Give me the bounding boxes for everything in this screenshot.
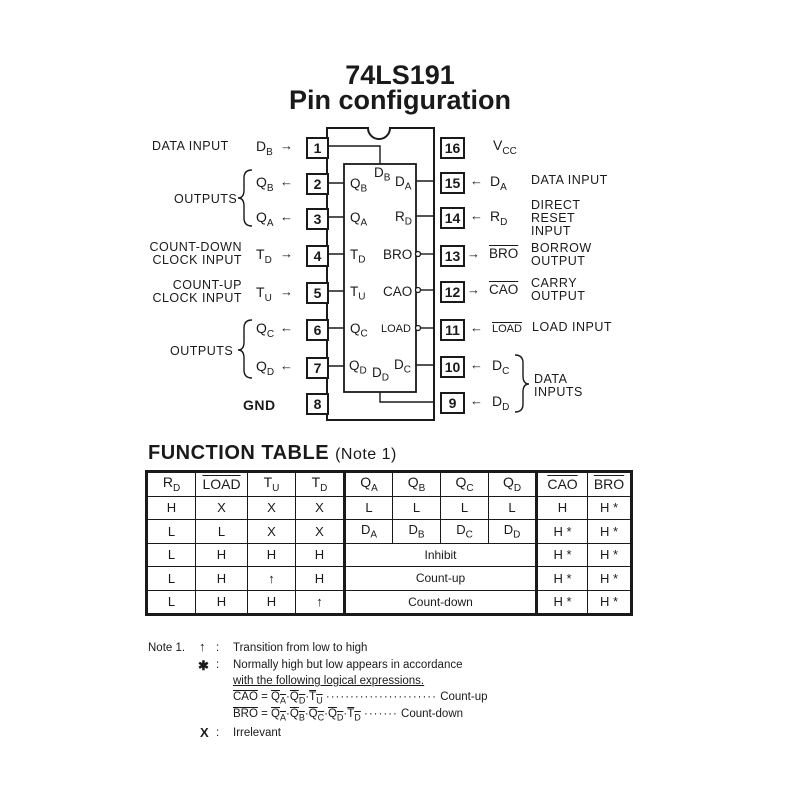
table-cell: L [147, 520, 196, 544]
table-cell: H * [537, 543, 588, 567]
table-cell: H * [588, 543, 632, 567]
bro-expression: $\overline{BRO} = Q_A\cdot Q_B\cdot Q_C\cdot Q_D\cdot T_D$ ······· Count-down [233, 708, 464, 723]
label-borrow-line2: OUTPUT [531, 254, 586, 268]
arrow-right-icon: → [467, 282, 480, 297]
inner-qc: $Q_C$ [350, 321, 368, 340]
header-bro: $\overline{BRO}$ [588, 472, 632, 497]
pin-14: 14 [440, 207, 465, 229]
table-cell: H [196, 543, 248, 567]
table-cell: H * [588, 520, 632, 544]
table-cell: X [196, 496, 248, 520]
table-cell: X [248, 520, 296, 544]
inner-qd: $Q_D$ [349, 358, 367, 377]
inner-rd: $R_D$ [395, 209, 412, 228]
pin-4: 4 [306, 245, 329, 267]
table-cell: H [248, 543, 296, 567]
table-cell: $D_C$ [441, 520, 489, 544]
pin-12: 12 [440, 281, 465, 303]
note-transition-text: Transition from low to high [233, 642, 368, 654]
right-signal-bro: $\overline{BRO}$ [489, 246, 519, 261]
left-signal-qd: $Q_D$ [256, 358, 275, 378]
arrow-left-icon: ← [470, 393, 483, 408]
function-table [145, 470, 633, 616]
table-cell: ↑ [248, 567, 296, 591]
label-gnd: GND [243, 397, 276, 413]
pin-1: 1 [306, 137, 329, 159]
table-cell: H * [537, 520, 588, 544]
header-tu: $T_U$ [248, 472, 296, 497]
right-signal-cao: $\overline{CAO}$ [489, 282, 519, 297]
note-colon: : [216, 659, 220, 671]
header-cao: $\overline{CAO}$ [537, 472, 588, 497]
table-cell: H [196, 590, 248, 615]
left-signal-qa: $Q_A$ [256, 209, 274, 229]
note-star-text-line2: with the following logical expressions. [233, 675, 425, 687]
header-rd: $R_D$ [147, 472, 196, 497]
arrow-left-icon: ← [470, 173, 483, 188]
pin-10: 10 [440, 356, 465, 378]
right-signal-da: $D_A$ [490, 173, 507, 193]
left-signal-qc: $Q_C$ [256, 320, 275, 340]
note-colon: : [216, 727, 220, 739]
table-cell: H [537, 496, 588, 520]
table-cell: H [296, 543, 345, 567]
pin-5: 5 [306, 282, 329, 304]
label-data-inputs-line2: INPUTS [534, 385, 583, 399]
inner-qa: $Q_A$ [350, 210, 368, 229]
pin-7: 7 [306, 357, 329, 379]
right-signal-dd: $D_D$ [492, 393, 510, 413]
label-direct-line1: DIRECT [531, 198, 581, 212]
left-signal-db: $D_B$ [256, 138, 273, 158]
inner-da: $D_A$ [395, 174, 412, 193]
arrow-right-icon: → [280, 246, 293, 261]
table-cell: L [147, 567, 196, 591]
inner-dc: $D_C$ [394, 357, 411, 376]
function-table-title: FUNCTION TABLE (Note 1) [148, 442, 397, 464]
label-outputs-top: OUTPUTS [174, 192, 238, 206]
pin-15: 15 [440, 172, 465, 194]
table-cell: H * [588, 496, 632, 520]
header-qd: $Q_D$ [489, 472, 537, 497]
label-outputs-bottom: OUTPUTS [170, 344, 234, 358]
right-signal-load: LOAD [492, 323, 522, 335]
left-signal-tu: $T_U$ [256, 284, 272, 304]
page-subtitle: Pin configuration [289, 85, 511, 115]
table-cell: L [441, 496, 489, 520]
table-cell: $D_D$ [489, 520, 537, 544]
inner-bro: BRO [383, 247, 413, 262]
table-cell: H [248, 590, 296, 615]
arrow-left-icon: ← [470, 208, 483, 223]
header-td: $T_D$ [296, 472, 345, 497]
table-cell: $D_B$ [393, 520, 441, 544]
left-signal-td: $T_D$ [256, 246, 272, 266]
label-count-down-line2: CLOCK INPUT [152, 253, 242, 267]
table-cell: L [196, 520, 248, 544]
header-qc: $Q_C$ [441, 472, 489, 497]
table-cell: H * [588, 590, 632, 615]
pin-13: 13 [440, 245, 465, 267]
table-cell-span: Count-up [345, 567, 537, 591]
chip-title: 74LS191 [345, 60, 455, 90]
table-cell: L [345, 496, 393, 520]
table-cell: X [296, 496, 345, 520]
left-signal-qb: $Q_B$ [256, 174, 274, 194]
inner-load: LOAD [381, 323, 411, 335]
note-reference: (Note 1) [335, 446, 397, 463]
table-cell: L [489, 496, 537, 520]
table-cell: L [147, 590, 196, 615]
table-cell: H [296, 567, 345, 591]
inner-td: $T_D$ [350, 247, 366, 266]
right-signal-dc: $D_C$ [492, 357, 510, 377]
label-load-input: LOAD INPUT [532, 320, 613, 334]
table-header-row [147, 472, 632, 497]
pin-3: 3 [306, 208, 329, 230]
right-signal-vcc: $V_{CC}$ [493, 137, 517, 157]
pin-8: 8 [306, 393, 329, 415]
table-cell: H [147, 496, 196, 520]
header-qb: $Q_B$ [393, 472, 441, 497]
label-direct-line3: INPUT [531, 224, 571, 238]
pin-2: 2 [306, 173, 329, 195]
table-cell: H * [588, 567, 632, 591]
arrow-left-icon: ← [280, 358, 293, 373]
note-irrelevant-text: Irrelevant [233, 727, 281, 739]
table-row [147, 520, 632, 544]
pin-16: 16 [440, 137, 465, 159]
note-label: Note 1. [148, 642, 186, 654]
header-qa: $Q_A$ [345, 472, 393, 497]
table-row [147, 543, 632, 567]
asterisk-icon: ✱ [198, 658, 209, 673]
table-cell: L [147, 543, 196, 567]
table-row [147, 496, 632, 520]
cao-expression: $\overline{CAO} = Q_A\cdot Q_D\cdot T_U$ ······················· Count-up [233, 691, 488, 706]
label-count-down-line1: COUNT-DOWN [149, 240, 242, 254]
table-cell: H [196, 567, 248, 591]
table-cell: X [248, 496, 296, 520]
table-cell: H * [537, 590, 588, 615]
right-signal-rd: $R_D$ [490, 208, 508, 228]
note-star-text-line1: Normally high but low appears in accordance [233, 659, 463, 671]
label-carry-line1: CARRY [531, 276, 578, 290]
table-row [147, 567, 632, 591]
label-count-up-line1: COUNT-UP [172, 278, 242, 292]
inner-db: $D_B$ [374, 165, 391, 184]
inner-tu: $T_U$ [350, 284, 366, 303]
arrow-left-icon: ← [280, 174, 293, 189]
arrow-right-icon: → [280, 138, 293, 153]
table-row [147, 590, 632, 615]
table-cell-span: Inhibit [345, 543, 537, 567]
table-cell: L [393, 496, 441, 520]
label-count-up-line2: CLOCK INPUT [152, 291, 242, 305]
table-cell: $D_A$ [345, 520, 393, 544]
label-direct-line2: RESET [531, 211, 576, 225]
pin-11: 11 [440, 319, 465, 341]
inner-dd: $D_D$ [372, 365, 389, 384]
x-symbol: X [200, 725, 209, 740]
arrow-left-icon: ← [470, 320, 483, 335]
label-data-input-right: DATA INPUT [531, 173, 608, 187]
arrow-right-icon: → [467, 246, 480, 261]
inner-cao: CAO [383, 284, 413, 299]
arrow-left-icon: ← [280, 320, 293, 335]
label-carry-line2: OUTPUT [531, 289, 586, 303]
label-borrow-line1: BORROW [531, 241, 592, 255]
arrow-right-icon: → [280, 284, 293, 299]
inner-qb: $Q_B$ [350, 176, 368, 195]
pin-6: 6 [306, 319, 329, 341]
table-cell: ↑ [296, 590, 345, 615]
note-colon: : [216, 642, 220, 654]
pin-9: 9 [440, 392, 465, 414]
header-load: LOAD [196, 472, 248, 497]
table-cell: H * [537, 567, 588, 591]
table-cell: X [296, 520, 345, 544]
arrow-left-icon: ← [280, 209, 293, 224]
arrow-left-icon: ← [470, 357, 483, 372]
label-data-inputs-line1: DATA [534, 372, 568, 386]
label-data-input-left: DATA INPUT [152, 139, 229, 153]
up-arrow-icon: ↑ [199, 639, 206, 654]
table-cell-span: Count-down [345, 590, 537, 615]
